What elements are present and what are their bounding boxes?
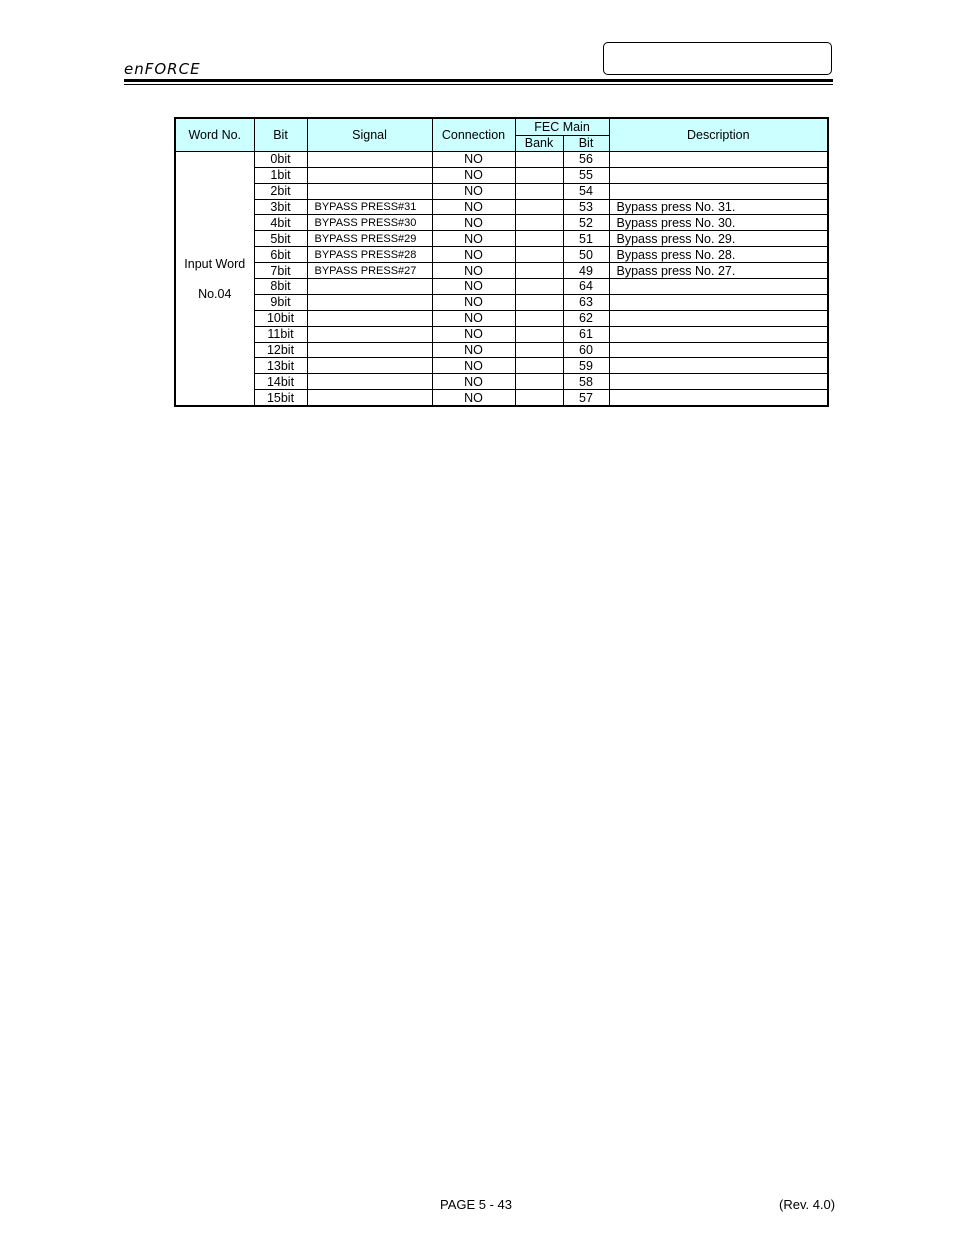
fec-bit-cell: 63 bbox=[563, 294, 609, 310]
bit-cell: 11bit bbox=[254, 326, 307, 342]
connection-cell: NO bbox=[432, 374, 515, 390]
fec-bit-cell: 53 bbox=[563, 199, 609, 215]
connection-cell: NO bbox=[432, 279, 515, 295]
signal-cell bbox=[307, 326, 432, 342]
bank-cell bbox=[515, 231, 563, 247]
connection-cell: NO bbox=[432, 358, 515, 374]
connection-cell: NO bbox=[432, 310, 515, 326]
table-row bbox=[175, 358, 828, 374]
signal-cell: BYPASS PRESS#27 bbox=[307, 263, 432, 279]
connection-cell: NO bbox=[432, 390, 515, 406]
bank-cell bbox=[515, 358, 563, 374]
header-connection: Connection bbox=[432, 118, 515, 151]
connection-cell: NO bbox=[432, 215, 515, 231]
description-cell bbox=[609, 374, 828, 390]
bank-cell bbox=[515, 247, 563, 263]
description-cell bbox=[609, 358, 828, 374]
bank-cell bbox=[515, 151, 563, 167]
bit-cell: 12bit bbox=[254, 342, 307, 358]
signal-cell bbox=[307, 167, 432, 183]
bit-cell: 14bit bbox=[254, 374, 307, 390]
table-row bbox=[175, 279, 828, 295]
header-word-no: Word No. bbox=[175, 118, 254, 151]
signal-cell bbox=[307, 151, 432, 167]
connection-cell: NO bbox=[432, 231, 515, 247]
enforce-logo: enFORCE bbox=[124, 60, 201, 78]
bit-cell: 9bit bbox=[254, 294, 307, 310]
table-row bbox=[175, 310, 828, 326]
header-bank: Bank bbox=[515, 136, 563, 152]
description-cell bbox=[609, 294, 828, 310]
description-cell: Bypass press No. 28. bbox=[609, 247, 828, 263]
table-row bbox=[175, 231, 828, 247]
signal-cell: BYPASS PRESS#28 bbox=[307, 247, 432, 263]
table-row bbox=[175, 199, 828, 215]
description-cell: Bypass press No. 31. bbox=[609, 199, 828, 215]
signal-cell bbox=[307, 374, 432, 390]
fec-bit-cell: 50 bbox=[563, 247, 609, 263]
bit-cell: 5bit bbox=[254, 231, 307, 247]
table-row bbox=[175, 247, 828, 263]
table-row bbox=[175, 183, 828, 199]
description-cell: Bypass press No. 29. bbox=[609, 231, 828, 247]
bit-cell: 7bit bbox=[254, 263, 307, 279]
bank-cell bbox=[515, 374, 563, 390]
bank-cell bbox=[515, 326, 563, 342]
header-title-box bbox=[603, 42, 832, 75]
fec-bit-cell: 62 bbox=[563, 310, 609, 326]
signal-cell: BYPASS PRESS#29 bbox=[307, 231, 432, 247]
table-row bbox=[175, 294, 828, 310]
fec-bit-cell: 56 bbox=[563, 151, 609, 167]
header-fec-main: FEC Main bbox=[515, 118, 609, 136]
description-cell bbox=[609, 279, 828, 295]
header-bit: Bit bbox=[254, 118, 307, 151]
fec-bit-cell: 61 bbox=[563, 326, 609, 342]
bit-cell: 1bit bbox=[254, 167, 307, 183]
table-row bbox=[175, 263, 828, 279]
connection-cell: NO bbox=[432, 247, 515, 263]
bit-cell: 10bit bbox=[254, 310, 307, 326]
description-cell bbox=[609, 326, 828, 342]
fec-bit-cell: 51 bbox=[563, 231, 609, 247]
bit-cell: 4bit bbox=[254, 215, 307, 231]
description-cell bbox=[609, 183, 828, 199]
bank-cell bbox=[515, 390, 563, 406]
bank-cell bbox=[515, 310, 563, 326]
connection-cell: NO bbox=[432, 167, 515, 183]
connection-cell: NO bbox=[432, 326, 515, 342]
header-fec-bit: Bit bbox=[563, 136, 609, 152]
fec-bit-cell: 64 bbox=[563, 279, 609, 295]
bank-cell bbox=[515, 279, 563, 295]
signal-cell bbox=[307, 310, 432, 326]
bank-cell bbox=[515, 215, 563, 231]
fec-bit-cell: 58 bbox=[563, 374, 609, 390]
connection-cell: NO bbox=[432, 342, 515, 358]
page-number: PAGE 5 - 43 bbox=[440, 1197, 513, 1212]
description-cell: Bypass press No. 30. bbox=[609, 215, 828, 231]
word-label-line2: No.04 bbox=[198, 286, 232, 301]
bit-cell: 15bit bbox=[254, 390, 307, 406]
bit-cell: 0bit bbox=[254, 151, 307, 167]
description-cell bbox=[609, 310, 828, 326]
table-row bbox=[175, 167, 828, 183]
description-cell bbox=[609, 390, 828, 406]
signal-cell: BYPASS PRESS#30 bbox=[307, 215, 432, 231]
fec-bit-cell: 49 bbox=[563, 263, 609, 279]
signal-cell bbox=[307, 342, 432, 358]
input-word-table bbox=[174, 117, 829, 407]
fec-bit-cell: 60 bbox=[563, 342, 609, 358]
connection-cell: NO bbox=[432, 183, 515, 199]
connection-cell: NO bbox=[432, 199, 515, 215]
bit-cell: 6bit bbox=[254, 247, 307, 263]
description-cell bbox=[609, 342, 828, 358]
connection-cell: NO bbox=[432, 294, 515, 310]
fec-bit-cell: 59 bbox=[563, 358, 609, 374]
description-cell: Bypass press No. 27. bbox=[609, 263, 828, 279]
fec-bit-cell: 57 bbox=[563, 390, 609, 406]
bit-cell: 2bit bbox=[254, 183, 307, 199]
word-number-cell bbox=[175, 151, 254, 406]
connection-cell: NO bbox=[432, 263, 515, 279]
signal-cell bbox=[307, 183, 432, 199]
bank-cell bbox=[515, 342, 563, 358]
signal-cell: BYPASS PRESS#31 bbox=[307, 199, 432, 215]
signal-cell bbox=[307, 294, 432, 310]
table-row bbox=[175, 374, 828, 390]
bank-cell bbox=[515, 183, 563, 199]
header-rule-thin bbox=[124, 84, 833, 85]
fec-bit-cell: 54 bbox=[563, 183, 609, 199]
connection-cell: NO bbox=[432, 151, 515, 167]
table-row bbox=[175, 215, 828, 231]
bank-cell bbox=[515, 199, 563, 215]
signal-cell bbox=[307, 358, 432, 374]
bit-cell: 8bit bbox=[254, 279, 307, 295]
revision-label: (Rev. 4.0) bbox=[779, 1197, 836, 1212]
table-row bbox=[175, 342, 828, 358]
description-cell bbox=[609, 167, 828, 183]
word-label-line1: Input Word bbox=[184, 256, 246, 271]
bank-cell bbox=[515, 294, 563, 310]
table-row bbox=[175, 151, 828, 167]
signal-cell bbox=[307, 390, 432, 406]
table-row bbox=[175, 390, 828, 406]
fec-bit-cell: 52 bbox=[563, 215, 609, 231]
bank-cell bbox=[515, 167, 563, 183]
table-row bbox=[175, 326, 828, 342]
header-rule-thick bbox=[124, 79, 833, 82]
bank-cell bbox=[515, 263, 563, 279]
signal-cell bbox=[307, 279, 432, 295]
description-cell bbox=[609, 151, 828, 167]
bit-cell: 3bit bbox=[254, 199, 307, 215]
fec-bit-cell: 55 bbox=[563, 167, 609, 183]
header-description: Description bbox=[609, 118, 828, 151]
bit-cell: 13bit bbox=[254, 358, 307, 374]
header-signal: Signal bbox=[307, 118, 432, 151]
